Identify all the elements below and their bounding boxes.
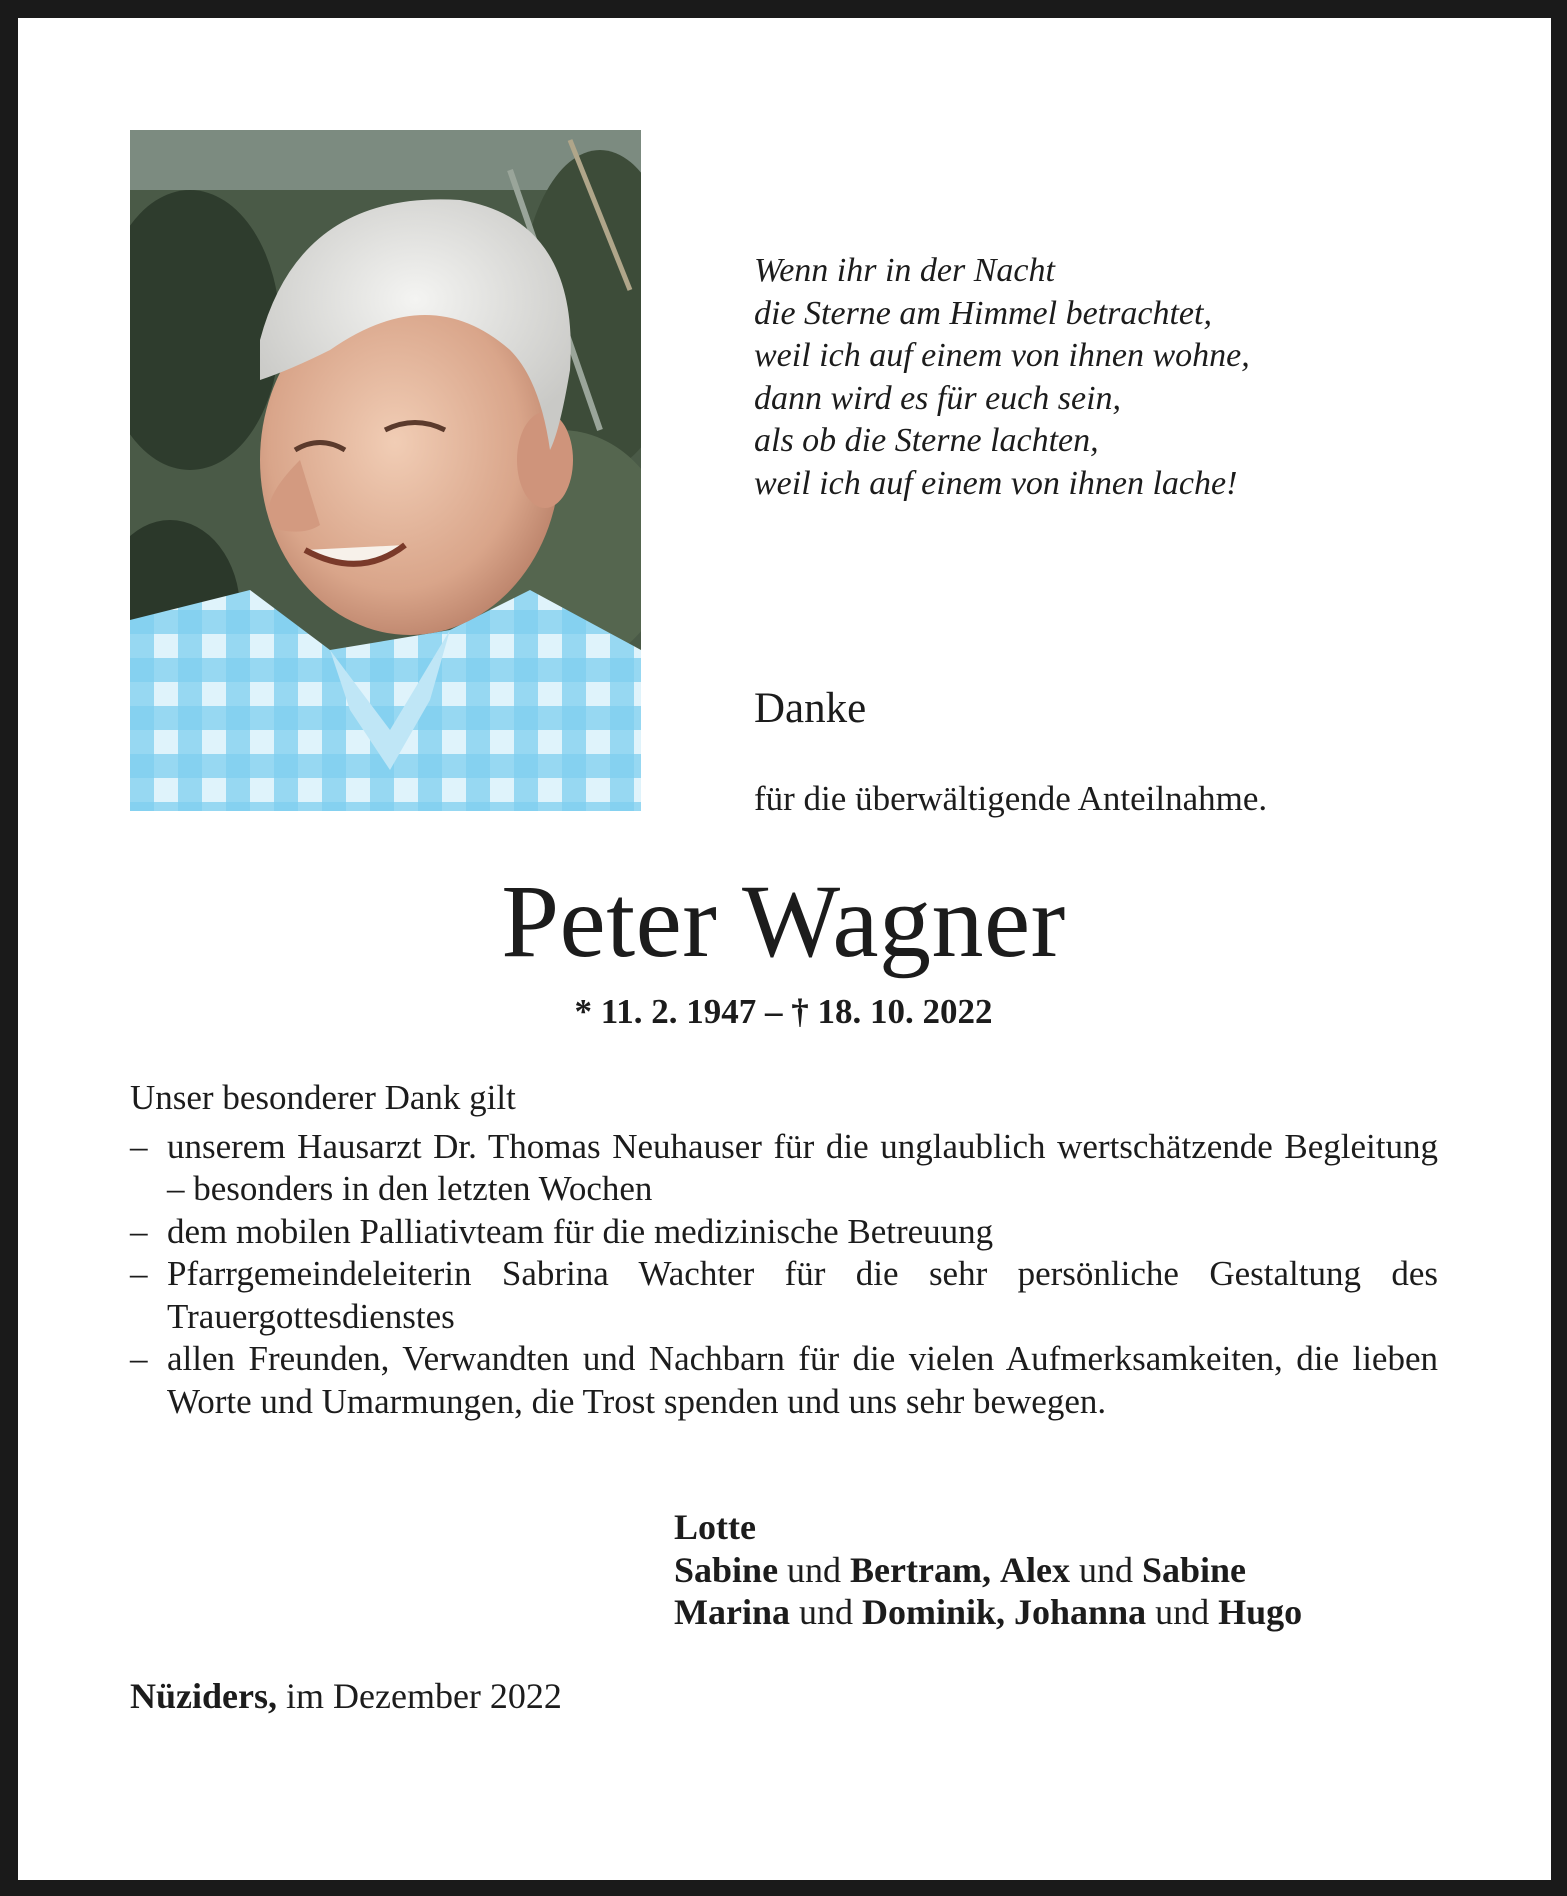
dash-bullet: – — [130, 1211, 148, 1251]
deceased-name: Peter Wagner — [501, 864, 1066, 979]
place-and-date — [130, 1675, 562, 1717]
danke-heading: Danke — [754, 685, 867, 732]
signatory-name: Dominik, — [861, 1592, 1006, 1632]
danke-subtext: für die überwältigende Anteilnahme. — [754, 779, 1268, 818]
signatory-row — [674, 1549, 1302, 1592]
signatory-row — [674, 1506, 1302, 1549]
place-name: Nüziders, — [130, 1676, 277, 1716]
signatories — [674, 1506, 1302, 1634]
portrait-photo — [130, 130, 641, 811]
conjunction: und — [1155, 1592, 1210, 1632]
poem-line: Wenn ihr in der Nacht — [754, 252, 1055, 289]
thanks-item-text: Pfarrgemeindeleiterin Sabrina Wachter für die sehr persönliche Gestaltung des Trauergottesdienstes — [167, 1254, 1438, 1336]
thanks-section — [130, 1077, 1438, 1423]
thanks-item-text: allen Freunden, Verwandten und Nachbarn für die vielen Aufmerksamkeiten, die lieben Worte und Umarmungen, die Trost spenden und uns sehr bewegen. — [167, 1339, 1438, 1421]
thanks-item — [130, 1126, 1438, 1211]
conjunction: und — [1078, 1549, 1133, 1590]
signatory-row — [674, 1591, 1302, 1634]
notice-date: im Dezember 2022 — [286, 1676, 562, 1716]
dash-bullet: – — [130, 1339, 148, 1378]
signatory-name: Sabine — [674, 1549, 779, 1590]
thanks-item-text: unserem Hausarzt Dr. Thomas Neuhauser für die unglaublich wertschätzende Begleitung – besonders in den letzten Wochen — [167, 1126, 1438, 1208]
poem-line: die Sterne am Himmel betrachtet, — [754, 294, 1212, 332]
thanks-item — [130, 1253, 1438, 1338]
poem — [754, 250, 1474, 505]
life-dates: * 11. 2. 1947 – † 18. 10. 2022 — [574, 992, 993, 1031]
conjunction: und — [787, 1549, 842, 1590]
thanks-list — [130, 1126, 1438, 1424]
poem-line: dann wird es für euch sein, — [754, 379, 1122, 417]
conjunction: und — [798, 1592, 853, 1632]
poem-line: weil ich auf einem von ihnen lache! — [754, 464, 1238, 502]
thanks-item — [130, 1211, 1438, 1254]
dash-bullet: – — [130, 1254, 148, 1293]
signatory-name: Marina — [674, 1592, 790, 1632]
signatory-name: Hugo — [1218, 1592, 1303, 1632]
signatory-name: Alex — [999, 1549, 1070, 1590]
dash-bullet: – — [130, 1126, 148, 1166]
thanks-item-text: dem mobilen Palliativteam für die medizinische Betreuung — [167, 1211, 994, 1251]
signatory-name: Johanna — [1014, 1592, 1147, 1632]
signatory-name: Sabine — [1141, 1549, 1247, 1590]
signatory-name: Lotte — [674, 1507, 756, 1547]
poem-line: weil ich auf einem von ihnen wohne, — [754, 337, 1250, 374]
thanks-intro: Unser besonderer Dank gilt — [130, 1078, 516, 1117]
signatory-name: Bertram, — [850, 1549, 991, 1590]
thanks-item — [130, 1338, 1438, 1423]
poem-line: als ob die Sterne lachten, — [754, 422, 1099, 459]
